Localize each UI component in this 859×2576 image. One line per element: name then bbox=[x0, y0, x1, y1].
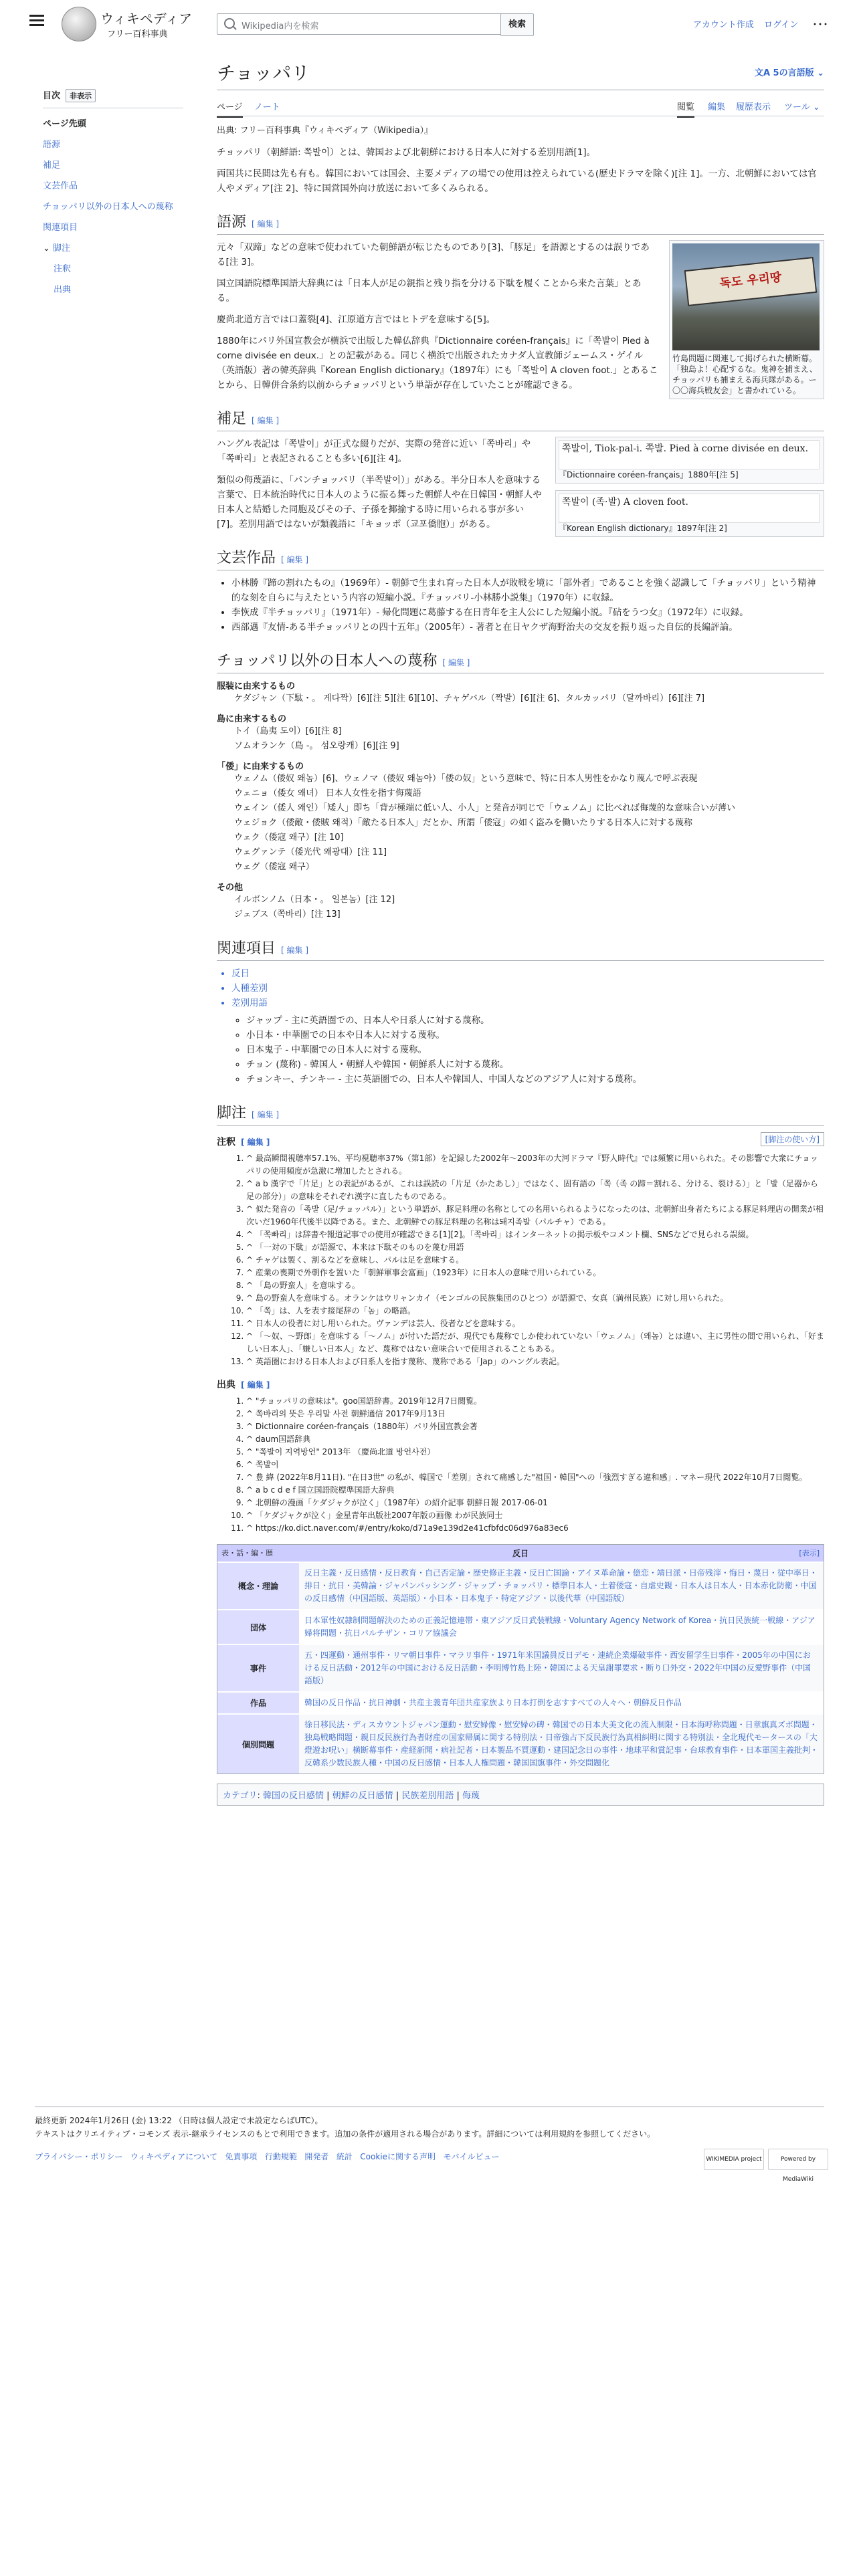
related-list bbox=[217, 966, 824, 1087]
navbox-anti-japan bbox=[217, 1544, 824, 1774]
ref-item: 7. ^ 豊 緯 (2022年8月11日). "在日3世" の私が、韓国で「差別」されて痛感した"祖国・韓国"への「強烈すぎる違和感」. マネー現代 2022年10月7日閲覧。 bbox=[246, 1471, 824, 1484]
list-item: ◦ チョンキー、チンキー - 主に英語圏での、日本人や韓国人、中国人などのアジア人に対する蔑称。 bbox=[246, 1072, 824, 1087]
slur-item: ウェグ（倭寇 왜구） bbox=[234, 862, 314, 872]
chevron-down-icon[interactable]: ⌄ bbox=[43, 243, 54, 253]
site-header bbox=[0, 0, 859, 47]
ref-item: 2. ^ 쪽바리의 뜻은 우리말 사전 朝鮮通信 2017年9月13日 bbox=[246, 1408, 824, 1420]
ref-item: 10. ^ 「ケダジャクが泣く」金星青年出版社2007年版の画像 わが民族同士 bbox=[246, 1509, 824, 1522]
footer-link[interactable]: 免責事項 bbox=[225, 2152, 258, 2161]
wikipedia-logo-icon[interactable] bbox=[62, 7, 96, 41]
slur-item: ケダジャン（下駄・。 게다짝）[6][注 5][注 6][10]、チャゲバル（짝발）[6][注 6]、タルカッパリ（달까바리）[6][注 7] bbox=[234, 693, 705, 704]
navbox-list[interactable]: 徐日移民法・ディスカウントジャパン運動・慰安婦像・慰安婦の碑・韓国での日本大美文化の流入制限・日本海呼称問題・日章旗真ズボ問題・独島戦略問題・親日反民族行為者財産の国家帰属に関する特別法・日帝強占下反民族行為真相糾明に関する特別法・全北現代モータースの「大燈遊お呪い」横断幕事件・産経新聞・病社記者・日本製品不買運動・建国記念日の事件・地球平和賞記事・台球教育事件・日本軍国主義批判・反韓系少数民族人種・中国の反日感情・日本人人権問題・韓国国旗事件・外交問題化 bbox=[299, 1715, 824, 1774]
tab-history[interactable]: 履歴表示 bbox=[736, 102, 771, 112]
list-item: • 小林勝『蹄の割れたもの』（1969年）- 朝鮮で生まれ育った日本人が敗戦を境に「部外者」であることを強く認識して「チョッパリ」という精神的な刻を自らに与えたという内容の短編小説。『チョッパリ-小林勝小説集』（1970年）に収録。 bbox=[231, 576, 824, 605]
login-link[interactable]: ログイン bbox=[764, 20, 799, 30]
category-link[interactable]: 侮蔑 bbox=[462, 1791, 480, 1801]
edit-link[interactable]: [ 編集 ] bbox=[281, 555, 309, 564]
toc-item-literature[interactable]: 文芸作品 bbox=[43, 181, 78, 191]
banner-photo[interactable] bbox=[672, 243, 820, 350]
slur-item: トイ（島夷 도이）[6][注 8] bbox=[234, 726, 342, 736]
license-note: テキストはクリエイティブ・コモンズ 表示-継承ライセンスのもとで利用できます。追加の条件が適用される場合があります。詳細については利用規約を参照してください。 bbox=[35, 2129, 656, 2139]
note-item: 12. ^ 「〜奴、〜野郎」を意味する「〜ノム」が付いた語だが、現代でも蔑称でしか使われていない「ウェノム」（왜놈）とは違い、主に男性の間で用いられ、「好ましい日本人」、「嫌しい日本人」など、蔑称ではない意味合いで使用されることもある。 bbox=[246, 1330, 824, 1356]
ref-item: 6. ^ 쪽발이 bbox=[246, 1459, 824, 1471]
photo-caption: 竹島問題に関連して掲げられた横断幕。「独島よ！心配するな。鬼神を捕まえ、チョッパリも捕まえる海兵隊がある。ー 〇〇海兵戦友会」と書かれている。 bbox=[672, 354, 818, 395]
mediawiki-badge[interactable]: Powered by MediaWiki bbox=[768, 2149, 828, 2170]
note-item: 11. ^ 日本人の役者に対し用いられた。ヴァンデは芸人、役者などを意味する。 bbox=[246, 1317, 824, 1330]
section-other-slurs-heading: チョッパリ以外の日本人への蔑称 [ 編集 ] bbox=[217, 649, 824, 673]
note-item: 4. ^ 「쪽빠리」は辞書や報道記事での使用が確認できる[1][2]。「쪽바리」はインターネットの掲示板やコメント欄、SNSなどで見られる誤綴。 bbox=[246, 1228, 824, 1241]
tab-read[interactable]: 閲覧 bbox=[677, 100, 694, 118]
navbox-list[interactable]: 日本軍性奴隷制問題解決のための正義記憶連帯・東アジア反日武装戦線・Voluntary Agency Network of Korea・抗日民族統一戦線・アジア婦将問題・抗日パルチザン・コリア協議会 bbox=[299, 1610, 824, 1644]
dictionary-image-2[interactable]: 쪽발이 (족·발) A cloven foot. bbox=[559, 494, 820, 523]
list-item: ◦ 小日本・中華圏での日本や日本人に対する蔑称。 bbox=[246, 1028, 824, 1043]
related-sublist bbox=[231, 1013, 824, 1087]
navbox-row bbox=[217, 1562, 824, 1609]
other-slurs-list bbox=[217, 679, 824, 922]
etymology-paragraph-1: 元々「双蹄」などの意味で使われていた朝鮮語が転じたものであり[3]、「豚足」を語源とするのは誤りである[注 3]。 bbox=[217, 242, 650, 267]
slur-item: ジェブス（쪽바리）[注 13] bbox=[234, 909, 341, 920]
edit-link[interactable]: [ 編集 ] bbox=[252, 219, 280, 229]
edit-link[interactable]: [ 編集 ] bbox=[241, 1380, 270, 1390]
page-tabs bbox=[217, 93, 824, 116]
note-item: 1. ^ 最高瞬間視聴率57.1%、平均視聴率37%（第1部）を記録した2002年〜2003年の大河ドラマ『野人時代』では頻繁に用いられた。その影響で大衆にチョッパリの使用頻度が急激に増加したとされる。 bbox=[246, 1152, 824, 1178]
etymology-paragraph-3: 慶尚北道方言では口蓋裂[4]、江原道方言ではヒトデを意味する[5]。 bbox=[217, 314, 496, 325]
toc-item-supplement[interactable]: 補足 bbox=[43, 160, 61, 171]
slur-group-term: その他 bbox=[217, 883, 244, 893]
category-link[interactable]: 韓国の反日感情 bbox=[263, 1791, 324, 1801]
navbox-row bbox=[217, 1713, 824, 1774]
banner-photo-thumb bbox=[669, 240, 824, 399]
footer-link[interactable]: モバイルビュー bbox=[443, 2152, 500, 2161]
category-link[interactable]: 朝鮮の反日感情 bbox=[332, 1791, 393, 1801]
slur-item: ソムオランケ（島 ‐。 섬오랑캐）[6][注 9] bbox=[234, 741, 399, 751]
footer-link[interactable]: Cookieに関する声明 bbox=[360, 2152, 436, 2161]
intro-paragraph-1: チョッパリ（朝鮮語: 쪽발이）とは、韓国および北朝鮮における日本人に対する差別用語[1]。 bbox=[217, 147, 596, 158]
footer-link[interactable]: 開発者 bbox=[304, 2152, 329, 2161]
slur-group-term: 島に由来するもの bbox=[217, 714, 287, 724]
navbox-group: 作品 bbox=[217, 1693, 299, 1713]
note-item: 3. ^ 似た発音の「족발（足/チョッパル）」という単語が、豚足料理の名称としての名用いられるようになったのは、北朝鮮出身者たちによる豚足料理店の開業が相次いだ1960年代後半以降である。また、北朝鮮での豚足料理の名称は돼지족발（パルチャ）である。 bbox=[246, 1203, 824, 1228]
related-link[interactable]: • 反日 bbox=[231, 966, 824, 981]
footer-link[interactable]: 行動規範 bbox=[264, 2152, 297, 2161]
dictionary-caption-1: 『Dictionnaire coréen-français』1880年[注 5] bbox=[559, 470, 739, 479]
navbox-toggle[interactable]: [表示] bbox=[799, 1549, 820, 1558]
menu-icon[interactable] bbox=[29, 15, 44, 27]
ref-item: 4. ^ daum国語辞典 bbox=[246, 1433, 824, 1446]
related-link[interactable]: • 差別用語 ◦ ジャップ - 主に英語圏での、日本人や日系人に対する蔑称。 ◦ 小日本・中華圏での日本や日本人に対する蔑称。 ◦ 日本鬼子 - 中華圏での日本人に対する蔑称。 ◦ チョン (蔑称) - 韓国人・朝鮮人や韓国・朝鮮系人に対する蔑称。 ◦ チョンキー、チンキー - 主に英語圏での、日本人や韓国人、中国人などのアジア人に対する蔑称。 bbox=[231, 996, 824, 1087]
toc-item-related[interactable]: 関連項目 bbox=[43, 223, 78, 233]
site-title[interactable]: ウィキペディア bbox=[100, 11, 193, 27]
page-footer bbox=[35, 2107, 824, 2183]
navbox-group: 団体 bbox=[217, 1610, 299, 1644]
wikimedia-badge[interactable]: WIKIMEDIA project bbox=[704, 2149, 764, 2170]
category-links: カテゴリ: 韓国の反日感情 | 朝鮮の反日感情 | 民族差別用語 | 侮蔑 bbox=[217, 1784, 824, 1806]
etymology-paragraph-2: 国立国語院標準国語大辞典には「日本人が足の親指と残り指を分ける下駄を履くことから来た言葉」とある。 bbox=[217, 278, 642, 304]
slur-item: ウェグァンテ（倭光代 왜광대）[注 11] bbox=[234, 847, 387, 857]
note-item: 8. ^ 「島の野蛮人」を意味する。 bbox=[246, 1279, 824, 1292]
navbox-row bbox=[217, 1609, 824, 1644]
navbox-list[interactable]: 反日主義・反日感情・反日教育・自己否定論・歴史修正主義・反日亡国論・アイヌ革命論・億恋・靖日派・日帝残滓・悔日・蔑日・従中率日・排日・抗日・美韓論・ジャパンバッシング・ジャップ・チョッパリ・標準日本人・土着倭寇・自虐史観・日本人は日本人・日本赤化防衛・中国の反日感情（中国語版、英語版）・小日本・日本鬼子・特定アジア・以後代華（中国語版） bbox=[299, 1563, 824, 1609]
tab-talk[interactable]: ノート bbox=[254, 102, 280, 112]
note-item: 6. ^ チャゲは製く、割るなどを意味し、パルは足を意味する。 bbox=[246, 1254, 824, 1267]
slur-item: ウェニョ（倭女 왜녀） 日本人女性を指す侮蔑語 bbox=[234, 788, 421, 798]
toc-item-footnotes[interactable]: ⌄ 脚注 bbox=[43, 243, 71, 253]
list-item: ◦ チョン (蔑称) - 韓国人・朝鮮人や韓国・朝鮮系人に対する蔑称。 bbox=[246, 1057, 824, 1072]
ref-item: 9. ^ 北朝鮮の漫画「ケダジャクが泣く」（1987年）の紹介記事 朝鮮日報 2017-06-01 bbox=[246, 1497, 824, 1509]
photo-banner-text: 독도 우리땅 bbox=[684, 257, 818, 306]
slur-item: イルボンノム（日本・。 일본놈）[注 12] bbox=[234, 895, 395, 905]
note-item: 5. ^ 「一対の下駄」が語源で、本来は下駄そのものを蔑む用語 bbox=[246, 1241, 824, 1254]
tab-tools[interactable]: ツール ⌄ bbox=[784, 102, 820, 112]
search-input[interactable] bbox=[217, 13, 518, 35]
navbox-vte-links[interactable]: 表・話・編・歴 bbox=[221, 1549, 273, 1558]
supplement-paragraph-2: 類似の侮蔑語に、「パンチョッパリ（半쪽발이）」がある。半分日本人を意味する言葉で、日本統治時代に日本人のように振る舞った朝鮮人や在日韓国・朝鮮人や日本人と結婚した同胞及びその子、子孫を揶揄する時に用いられる事が多い[7]。差別用語ではないが類義語に「キョッポ（교포僑胞）」がある。 bbox=[217, 475, 542, 530]
note-item: 13. ^ 英語圏における日本人および日系人を指す蔑称、蔑称である「Jap」のハングル表記。 bbox=[246, 1356, 824, 1368]
page-source-note: 出典: フリー百科事典『ウィキペディア（Wikipedia）』 bbox=[217, 126, 434, 136]
edit-link[interactable]: [ 編集 ] bbox=[442, 658, 470, 667]
etymology-paragraph-4: 1880年にパリ外国宣教会が横浜で出版した韓仏辞典『Dictionnaire coréen-français』に「쪽발이 Pied à corne divisée en deux.」との記載がある。同じく横浜で出版されたカナダ人宣教師ジェームス・ゲイル（英語版）著の韓英辞典『Korean English dictionary』（1897年）にも「쪽발이 A cloven foot.」とあることから、日韓併合条約以前からチョッパリという単語が存在していたことが確認できる。 bbox=[217, 336, 658, 391]
category-link[interactable]: 民族差別用語 bbox=[401, 1791, 454, 1801]
tab-page[interactable]: ページ bbox=[217, 100, 243, 118]
ref-item: 8. ^ a b c d e f 国立国語院標準国語大辞典 bbox=[246, 1484, 824, 1497]
page-title: チョッパリ bbox=[217, 59, 824, 90]
navbox-row bbox=[217, 1691, 824, 1713]
language-button[interactable]: 文A 5の言語版 ⌄ bbox=[754, 68, 824, 78]
dictionary-thumb-2 bbox=[555, 490, 824, 537]
section-supplement-heading: 補足 [ 編集 ] bbox=[217, 407, 824, 431]
note-item: 9. ^ 島の野蛮人を意味する。オランケはウリャンカイ（モンゴルの民族集団のひとつ）が語源で、女真（満州民族）に対し用いられた。 bbox=[246, 1292, 824, 1305]
ref-item: 11. ^ https://ko.dict.naver.com/#/entry/koko/d71a9e139d2e41cfbfdc06d976a83ec6 bbox=[246, 1522, 824, 1535]
toc-subitem-refs[interactable]: 出典 bbox=[54, 285, 72, 295]
toc-sidebar bbox=[43, 88, 183, 295]
note-item: 10. ^ 「쪽」は、人を表す接尾辞の「놈」の略語。 bbox=[246, 1305, 824, 1317]
language-icon: 文A bbox=[754, 68, 773, 78]
ref-item: 3. ^ Dictionnaire coréen-français（1880年）パリ外国宣教会著 bbox=[246, 1420, 824, 1433]
dictionary-caption-2: 『Korean English dictionary』1897年[注 2] bbox=[559, 524, 727, 533]
tab-edit[interactable]: 編集 bbox=[708, 102, 726, 112]
navbox-group: 事件 bbox=[217, 1645, 299, 1691]
slur-group-term: 「倭」に由来するもの bbox=[217, 762, 304, 772]
slur-item: ウェジョク（倭敵・倭賊 왜적）「敵たる日本人」だとか、所謂「倭寇」の如く盗みを働いたりする日本人に対する蔑称 bbox=[234, 818, 692, 828]
list-item: ◦ ジャップ - 主に英語圏での、日本人や日系人に対する蔑称。 bbox=[246, 1013, 824, 1028]
search-icon bbox=[224, 18, 235, 29]
footnote-usage-link[interactable]: [脚注の使い方] bbox=[761, 1132, 824, 1146]
note-item: 2. ^ a b 漢字で「片足」との表記があるが、これは誤読の「片足（かたあし）」ではなく、固有語の「쪽（족 の蹄＝割れる、分ける、裂ける）」と「발（足器から足の部分）」の意味をそれぞれ漢字に直したものである。 bbox=[246, 1178, 824, 1203]
supplement-paragraph-1: ハングル表記は「쪽발이」が正式な綴りだが、実際の発音に近い「쪽바리」や「쪽빠리」と表記されることも多い[6][注 4]。 bbox=[217, 439, 531, 464]
dictionary-thumb-1 bbox=[555, 437, 824, 484]
toc-subitem-notes[interactable]: 注釈 bbox=[54, 264, 72, 274]
subsection-notes-heading: 注釈 [ 編集 ] bbox=[217, 1137, 270, 1148]
site-subtitle: フリー百科事典 bbox=[107, 29, 168, 39]
note-item: 7. ^ 産業の喪期で外朝作を置いた「朝鮮軍事会富画」（1923年）に日本人の意味で用いられている。 bbox=[246, 1267, 824, 1279]
footer-link[interactable]: ウィキペディアについて bbox=[130, 2152, 217, 2161]
last-edit-note: 最終更新 2024年1月26日 (金) 13:22 （日時は個人設定で未設定ならばUTC）。 bbox=[35, 2116, 323, 2125]
ref-item: 5. ^ "쪽발이 지역방언" 2013年 （慶尚北道 방언사전） bbox=[246, 1446, 824, 1459]
edit-link[interactable]: [ 編集 ] bbox=[252, 416, 280, 425]
list-item: ◦ 日本鬼子 - 中華圏での日本人に対する蔑称。 bbox=[246, 1043, 824, 1057]
edit-link[interactable]: [ 編集 ] bbox=[241, 1138, 270, 1147]
slur-item: ウェク（倭寇 왜구）[注 10] bbox=[234, 833, 344, 843]
navbox-row bbox=[217, 1644, 824, 1691]
list-item: • 李恢成『半チョッパリ』（1971年）- 帰化問題に葛藤する在日青年を主人公にした短編小説。『砧をうつ女』（1972年）に収録。 bbox=[231, 605, 824, 620]
navbox-group: 個別問題 bbox=[217, 1715, 299, 1774]
edit-link[interactable]: [ 編集 ] bbox=[252, 1110, 280, 1119]
refs-list bbox=[217, 1395, 824, 1535]
toc-title: 目次 非表示 bbox=[43, 88, 183, 102]
ref-item: 1. ^ "チョッパリの意味は"。goo国語辞書。2019年12月7日閲覧。 bbox=[246, 1395, 824, 1408]
create-account-link[interactable]: アカウント作成 bbox=[693, 20, 754, 30]
literature-list bbox=[217, 576, 824, 635]
dictionary-image-1[interactable]: 쪽발이, Tiok-pal-i. 쪽발. Pied à corne divisée en deux. bbox=[559, 440, 820, 469]
toc-item-etymology[interactable]: 語源 bbox=[43, 140, 61, 150]
slur-item: ウェイン（倭人 왜인）「矮人」即ち「背が極端に低い人、小人」と発音が同じで「ウェノム」に比べれば侮蔑的な意味合いが薄い bbox=[234, 803, 736, 813]
navbox-list[interactable]: 五・四運動・通州事件・リマ朝日事件・マラリ事件・1971年米国議員反日デモ・連続企業爆破事件・西安留学生日事件・2005年の中国における反日活動・2012年の中国における反日活動・李明博竹島上陸・韓国による天皇謝罪要求・断り口外交・2022年中国の反愛野事件（中国語版） bbox=[299, 1645, 824, 1691]
intro-paragraph-2: 両国共に民間は先も有も。韓国においては国会、主要メディアの場での使用は控えられている(歴史ドラマを除く)[注 1]。一方、北朝鮮においては官人やメディア[注 2]、特に国営国外向け放送において多くみられる。 bbox=[217, 169, 817, 194]
slur-item: ウェノム（倭奴 왜놈）[6]、ウェノマ（倭奴 왜놈아）「倭の奴」という意味で、特に日本人男性をかなり蔑んで呼ぶ表現 bbox=[234, 774, 698, 784]
section-literature-heading: 文芸作品 [ 編集 ] bbox=[217, 546, 824, 570]
section-etymology-heading: 語源 [ 編集 ] bbox=[217, 211, 824, 235]
section-footnotes-heading: 脚注 [ 編集 ] bbox=[217, 1101, 824, 1125]
slur-group-term: 服装に由来するもの bbox=[217, 681, 296, 691]
edit-link[interactable]: [ 編集 ] bbox=[281, 946, 309, 955]
notes-list bbox=[217, 1152, 824, 1368]
footer-link[interactable]: 統計 bbox=[336, 2152, 353, 2161]
article-content bbox=[217, 59, 824, 1806]
search-placeholder: Wikipedia内を検索 bbox=[242, 21, 319, 31]
footer-link[interactable]: プライバシー・ポリシー bbox=[35, 2152, 123, 2161]
more-options-icon[interactable]: ･･･ bbox=[812, 18, 829, 31]
subsection-refs-heading: 出典 [ 編集 ] bbox=[217, 1380, 270, 1390]
categories-label[interactable]: カテゴリ bbox=[223, 1791, 258, 1801]
related-link[interactable]: • 人種差別 bbox=[231, 981, 824, 996]
section-related-heading: 関連項目 [ 編集 ] bbox=[217, 937, 824, 961]
search-button[interactable]: 検索 bbox=[500, 13, 534, 36]
toc-item-other-slurs[interactable]: チョッパリ以外の日本人への蔑称 bbox=[43, 202, 173, 212]
navbox-list[interactable]: 韓国の反日作品・抗日神劇・共産主義青年団共産家族より日本打倒を志すすべての人々へ・朝鮮反日作品 bbox=[299, 1693, 824, 1713]
navbox-title: 表・話・編・歴 反日 [表示] bbox=[217, 1545, 824, 1562]
list-item: • 西部邁『友情-ある半チョッパリとの四十五年』（2005年）- 著者と在日ヤクザ海野治夫の交友を振り返った自伝的長編評論。 bbox=[231, 620, 824, 635]
navbox-group: 概念・理論 bbox=[217, 1563, 299, 1609]
toc-hide-button[interactable]: 非表示 bbox=[66, 89, 96, 102]
toc-item-top[interactable]: ページ先頭 bbox=[43, 119, 86, 129]
